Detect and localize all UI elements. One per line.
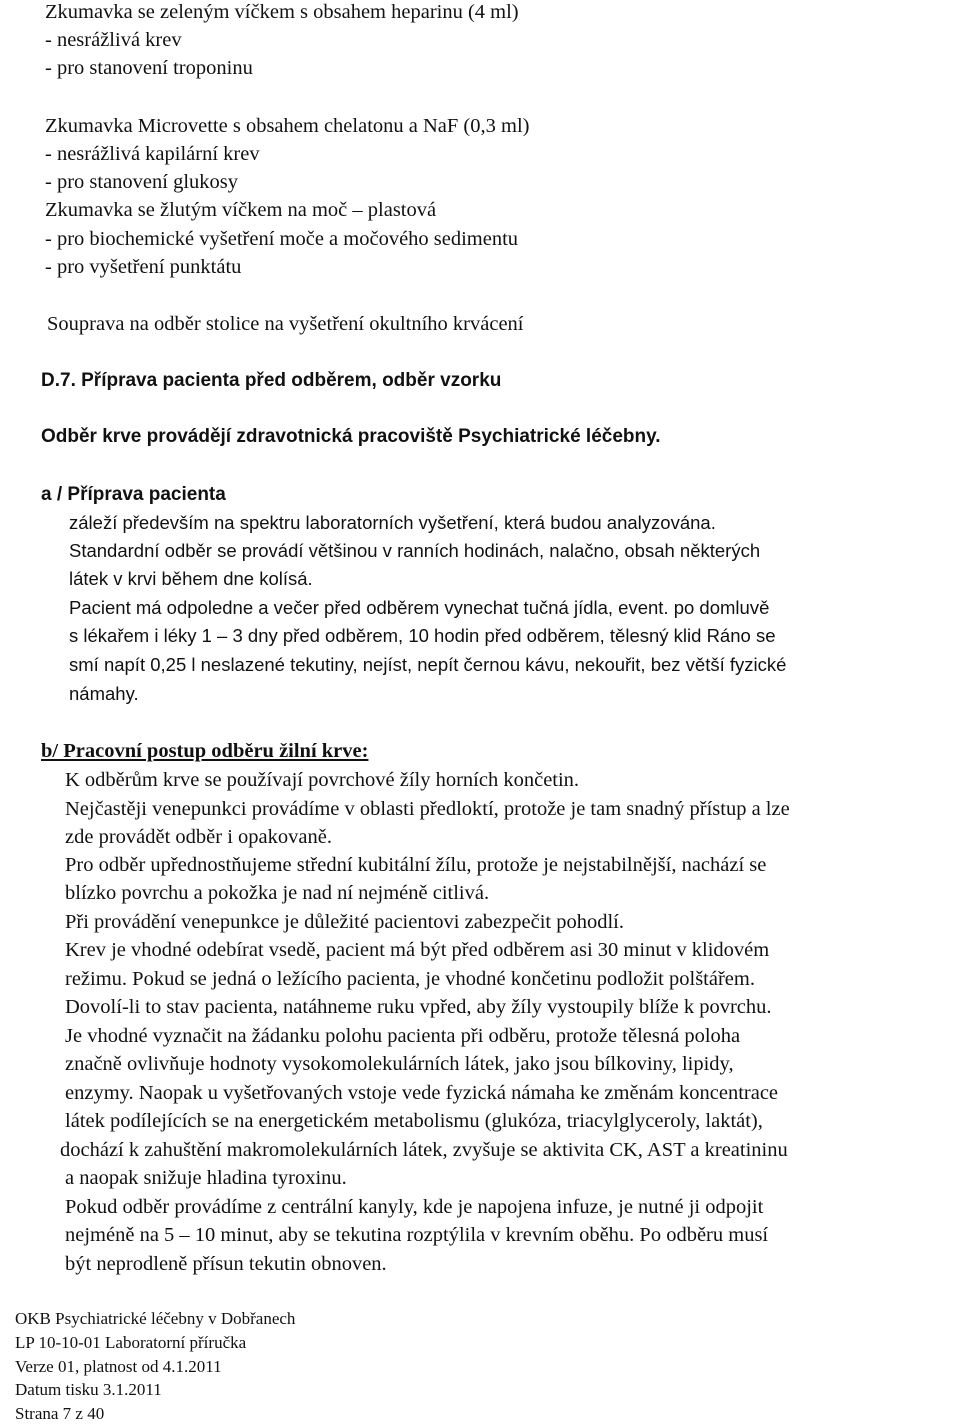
part-a-line-5: s lékařem i léky 1 – 3 dny před odběrem, 10 hodin před odběrem, tělesný klid Ráno se bbox=[69, 625, 776, 646]
part-b-line-17: nejméně na 5 – 10 minut, aby se tekutina rozptýlila v krevním oběhu. Po odběru musí bbox=[65, 1224, 769, 1246]
tube-green-item-1: - nesrážlivá krev bbox=[45, 29, 182, 51]
footer-page-number: Strana 7 z 40 bbox=[15, 1404, 105, 1423]
part-a-line-3: látek v krvi během dne kolísá. bbox=[69, 568, 313, 589]
tube-green-item-2: - pro stanovení troponinu bbox=[45, 57, 253, 79]
part-b-line-8: režimu. Pokud se jedná o ležícího pacienta, je vhodné končetinu podložit polštářem. bbox=[65, 968, 755, 990]
part-b-line-4: Pro odběr upřednostňujeme střední kubitální žílu, protože je nejstabilnější, nachází se bbox=[65, 854, 767, 876]
tube-microvette-item-2: - pro stanovení glukosy bbox=[45, 171, 239, 193]
part-b-line-9: Dovolí-li to stav pacienta, natáhneme ruku vpřed, aby žíly vystoupily blíže k povrchu. bbox=[65, 996, 772, 1018]
stool-kit-line: Souprava na odběr stolice na vyšetření okultního krvácení bbox=[47, 313, 524, 335]
part-a-heading: a / Příprava pacienta bbox=[41, 484, 226, 505]
part-b-line-7: Krev je vhodné odebírat vsedě, pacient má být před odběrem asi 30 minut v klidovém bbox=[65, 939, 770, 961]
tube-yellow-title: Zkumavka se žlutým víčkem na moč – plastová bbox=[45, 199, 437, 221]
part-b-line-2: Nejčastěji venepunkci provádíme v oblasti předloktí, protože je tam snadný přístup a lze bbox=[65, 798, 790, 820]
tube-yellow-item-1: - pro biochemické vyšetření moče a močového sedimentu bbox=[45, 228, 519, 250]
part-a-line-7: námahy. bbox=[69, 683, 139, 704]
part-b-line-18: být neprodleně přísun tekutin obnoven. bbox=[65, 1253, 387, 1275]
part-a-line-1: záleží především na spektru laboratorních vyšetření, která budou analyzována. bbox=[69, 512, 716, 533]
part-b-line-14: dochází k zahuštění makromolekulárních látek, zvyšuje se aktivita CK, AST a kreatininu bbox=[60, 1139, 788, 1161]
tube-microvette-title: Zkumavka Microvette s obsahem chelatonu a NaF (0,3 ml) bbox=[45, 115, 530, 137]
tube-green-title: Zkumavka se zeleným víčkem s obsahem heparinu (4 ml) bbox=[45, 1, 519, 23]
part-b-line-11: značně ovlivňuje hodnoty vysokomolekulárních látek, jako jsou bílkoviny, lipidy, bbox=[65, 1053, 734, 1075]
part-b-heading: b/ Pracovní postup odběru žilní krve: bbox=[41, 740, 369, 762]
footer-institution: OKB Psychiatrické léčebny v Dobřanech bbox=[15, 1309, 296, 1328]
part-a-line-2: Standardní odběr se provádí většinou v ranních hodinách, nalačno, obsah některých bbox=[69, 540, 761, 561]
part-b-line-16: Pokud odběr provádíme z centrální kanyly, kde je napojena infuze, je nutné ji odpojit bbox=[65, 1196, 764, 1218]
section-intro: Odběr krve provádějí zdravotnická pracoviště Psychiatrické léčebny. bbox=[41, 426, 661, 447]
tube-microvette-item-1: - nesrážlivá kapilární krev bbox=[45, 143, 260, 165]
part-b-line-3: zde provádět odběr i opakovaně. bbox=[65, 826, 332, 848]
tube-yellow-item-2: - pro vyšetření punktátu bbox=[45, 256, 242, 278]
footer-document-id: LP 10-10-01 Laboratorní příručka bbox=[15, 1333, 247, 1352]
part-b-line-10: Je vhodné vyznačit na žádanku polohu pacienta při odběru, protože tělesná poloha bbox=[65, 1025, 741, 1047]
section-heading: D.7. Příprava pacienta před odběrem, odběr vzorku bbox=[41, 370, 502, 391]
footer-print-date: Datum tisku 3.1.2011 bbox=[15, 1380, 162, 1399]
part-b-line-13: látek podílejících se na energetickém metabolismu (glukóza, triacylglyceroly, laktát), bbox=[65, 1110, 763, 1132]
part-b-line-12: enzymy. Naopak u vyšetřovaných vstoje vede fyzická námaha ke změnám koncentrace bbox=[65, 1082, 779, 1104]
part-b-line-5: blízko povrchu a pokožka je nad ní nejméně citlivá. bbox=[65, 882, 490, 904]
part-a-line-6: smí napít 0,25 l neslazené tekutiny, nejíst, nepít černou kávu, nekouřit, bez větší fyzické bbox=[69, 654, 787, 675]
part-b-line-15: a naopak snižuje hladina tyroxinu. bbox=[65, 1167, 347, 1189]
part-a-line-4: Pacient má odpoledne a večer před odběrem vynechat tučná jídla, event. po domluvě bbox=[69, 597, 770, 618]
part-b-line-1: K odběrům krve se používají povrchové žíly horních končetin. bbox=[65, 769, 580, 791]
footer-version: Verze 01, platnost od 4.1.2011 bbox=[15, 1357, 222, 1376]
part-b-line-6: Při provádění venepunkce je důležité pacientovi zabezpečit pohodlí. bbox=[65, 911, 624, 933]
